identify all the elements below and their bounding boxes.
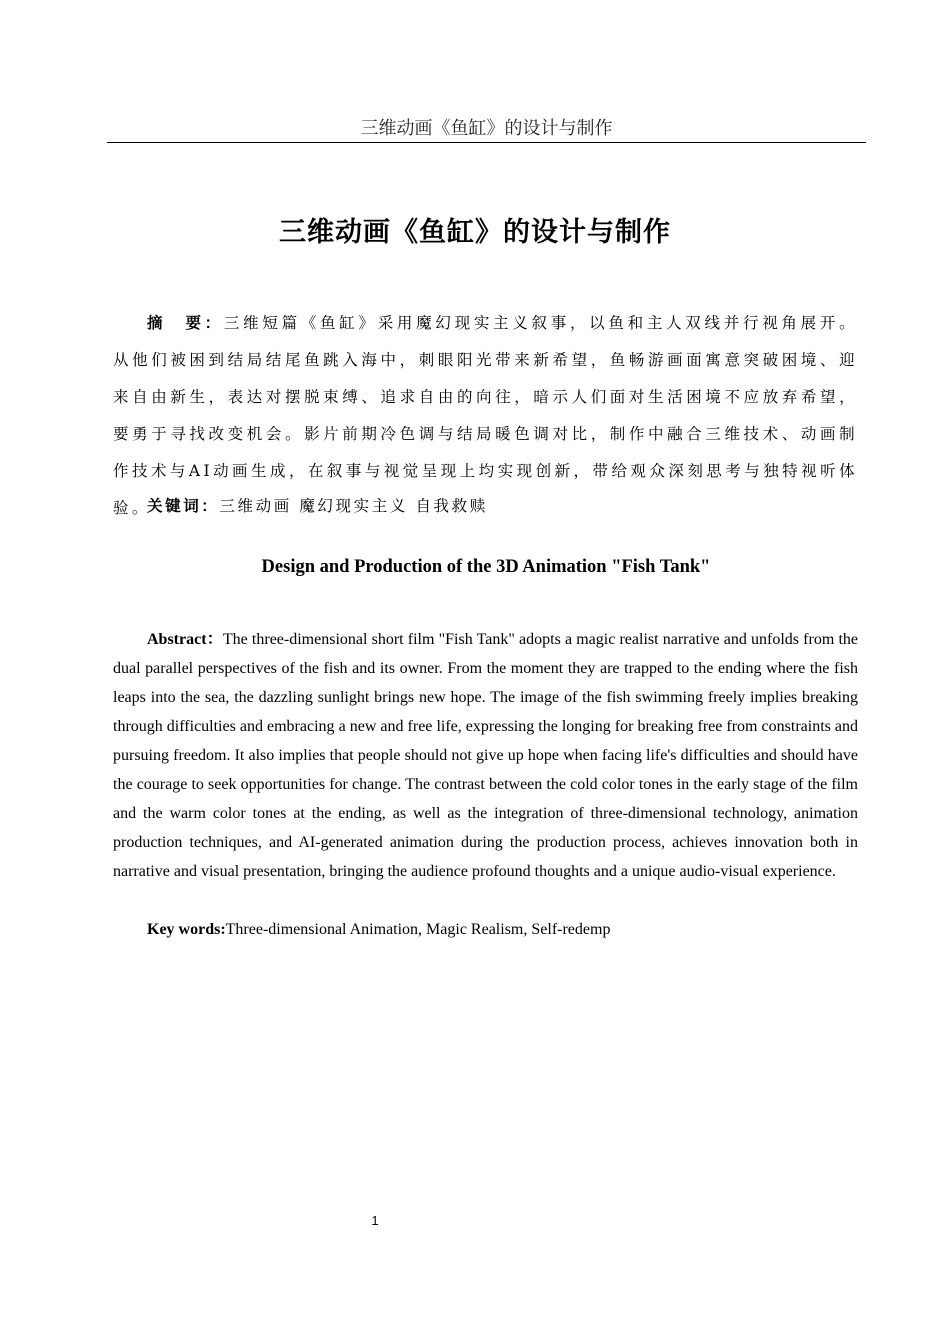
page-number: 1	[371, 1213, 379, 1228]
keywords-cn-label: 关键词：	[147, 496, 220, 515]
keywords-cn	[147, 487, 488, 525]
abstract-en	[113, 625, 858, 886]
keywords-cn-text: 三维动画 魔幻现实主义 自我救赎	[219, 497, 488, 515]
english-title: Design and Production of the 3D Animation "Fish Tank"	[261, 557, 711, 577]
keywords-en-text: Three-dimensional Animation, Magic Realism, Self-redemp	[225, 921, 611, 938]
abstract-en-text: The three-dimensional short film "Fish Tank" adopts a magic realist narrative and unfolds from the dual parallel perspectives of the fish and its owner. From the moment they are trapped to the ending where the fish leaps into the sea, the dazzling sunlight brings new hope. The image of the fish swimming freely implies breaking through difficulties and embracing a new and free life, expressing the longing for breaking free from constraints and pursuing freedom. It also implies that people should not give up hope when facing life's difficulties and should have the courage to seek opportunities for change. The contrast between the cold color tones in the early stage of the film and the warm color tones at the ending, as well as the integration of three-dimensional technology, animation production techniques, and AI-generated animation during the production process, achieves innovation both in narrative and visual presentation, bringing the audience profound thoughts and a unique audio-visual experience.	[113, 631, 858, 880]
keywords-en	[147, 915, 610, 944]
abstract-cn-text: 三维短篇《鱼缸》采用魔幻现实主义叙事，以鱼和主人双线并行视角展开。从他们被困到结局结尾鱼跳入海中，刺眼阳光带来新希望，鱼畅游画面寓意突破困境、迎来自由新生，表达对摆脱束缚、追求自由的向往，暗示人们面对生活困境不应放弃希望，要勇于寻找改变机会。影片前期冷色调与结局暖色调对比，制作中融合三维技术、动画制作技术与AI动画生成，在叙事与视觉呈现上均实现创新，带给观众深刻思考与独特视听体验。	[113, 314, 858, 517]
page-title: 三维动画《鱼缸》的设计与制作	[279, 217, 671, 248]
abstract-cn-label: 摘 要：	[147, 313, 224, 332]
abstract-en-label: Abstract：	[147, 631, 223, 648]
keywords-en-label: Key words:	[147, 921, 226, 938]
running-header: 三维动画《鱼缸》的设计与制作	[107, 116, 866, 143]
